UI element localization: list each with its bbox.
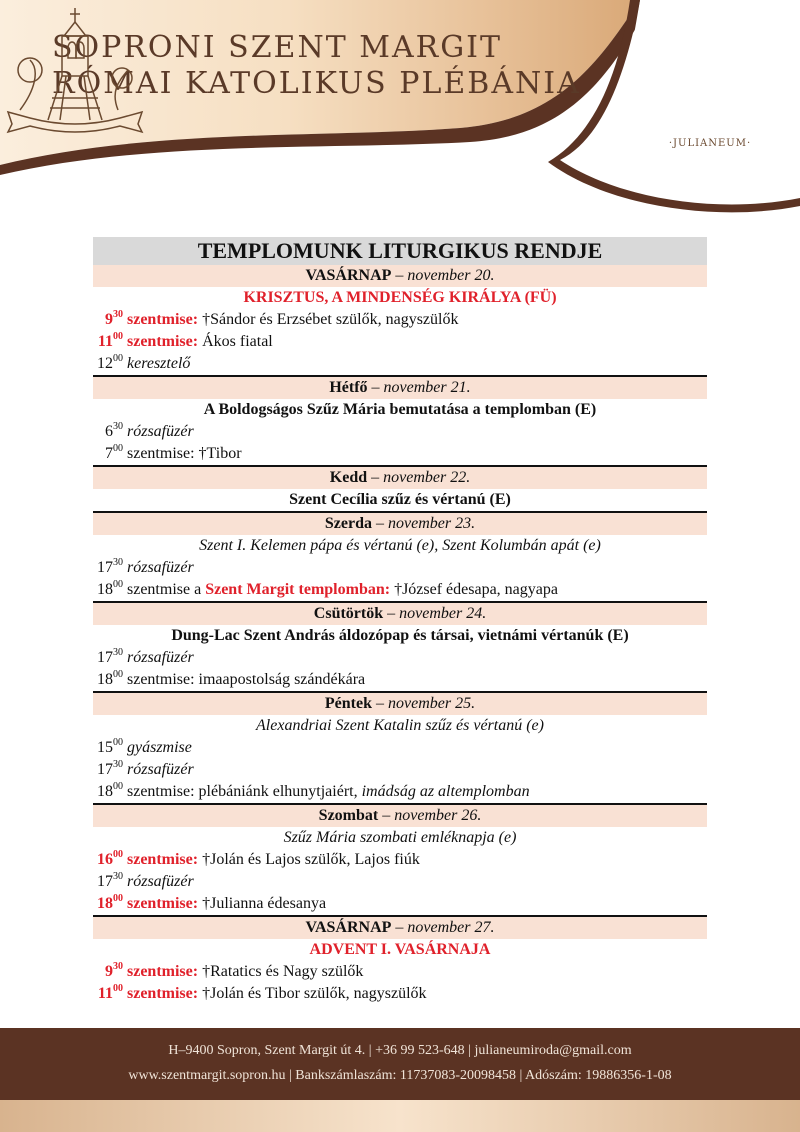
feast-title: A Boldogságos Szűz Mária bemutatása a templomban (E)	[203, 401, 597, 418]
row-text: rózsafüzér	[127, 649, 194, 666]
day-name: Csütörtök	[313, 605, 384, 622]
time: $17^{30}$	[97, 647, 123, 666]
day-name: VASÁRNAP	[305, 919, 392, 936]
schedule-row	[93, 331, 707, 353]
logo-caption: ·JULIANEUM·	[668, 138, 752, 149]
feast-title: ADVENT I. VASÁRNAJA	[309, 941, 491, 958]
day-date: – november 26.	[382, 807, 482, 824]
feast-title: Alexandriai Szent Katalin szűz és vértanú (e)	[256, 717, 544, 734]
schedule-row	[93, 579, 707, 601]
day-name: Szerda	[324, 515, 372, 532]
row-text: †Jolán és Tibor szülők, nagyszülők	[198, 985, 427, 1002]
time: $15^{00}$	[97, 737, 123, 756]
page-header	[0, 0, 800, 215]
schedule-row	[93, 353, 707, 375]
schedule-row	[93, 309, 707, 331]
row-text: szentmise: †Tibor	[127, 445, 242, 462]
row-text: szentmise: imaapostolság szándékára	[127, 671, 366, 688]
day-header	[93, 691, 707, 715]
mass-label: szentmise:	[127, 333, 199, 350]
row-text: †József édesapa, nagyapa	[390, 581, 558, 598]
schedule-row	[93, 893, 707, 915]
day-name: Szombat	[318, 807, 379, 824]
bell-tower-logo-icon	[0, 0, 150, 150]
row-text: rózsafüzér	[127, 559, 194, 576]
mass-label: szentmise:	[127, 963, 199, 980]
row-text: rózsafüzér	[127, 873, 194, 890]
day-header	[93, 511, 707, 535]
feast-title: Szent I. Kelemen pápa és vértanú (e), Szent Kolumbán apát (e)	[199, 537, 601, 554]
schedule-title: TEMPLOMUNK LITURGIKUS RENDJE	[93, 237, 707, 265]
time: $6^{30}$	[105, 421, 123, 440]
day-date: – november 27.	[395, 919, 495, 936]
day-date: – november 25.	[376, 695, 476, 712]
time: $17^{30}$	[97, 871, 123, 890]
row-text: rózsafüzér	[127, 423, 194, 440]
feast-title: Dung-Lac Szent András áldozópap és társai, vietnámi vértanúk (E)	[171, 627, 629, 644]
row-text: rózsafüzér	[127, 761, 194, 778]
row-text: †Sándor és Erzsébet szülők, nagyszülők	[198, 311, 459, 328]
day-header	[93, 601, 707, 625]
footer-gradient-band	[0, 1100, 800, 1132]
day-name: Péntek	[324, 695, 372, 712]
location-label: Szent Margit templomban:	[205, 581, 391, 598]
parish-name-line-2: RÓMAI KATOLIKUS PLÉBÁNIA	[52, 66, 581, 101]
schedule-row	[93, 849, 707, 871]
feast-title: Szűz Mária szombati emléknapja (e)	[283, 829, 517, 846]
day-date: – november 22.	[371, 469, 471, 486]
schedule-row	[93, 669, 707, 691]
row-note: imádság az altemplomban	[361, 783, 530, 800]
time: $17^{30}$	[97, 759, 123, 778]
time: $18^{00}$	[97, 781, 123, 800]
row-text: gyászmise	[127, 739, 192, 756]
day-header	[93, 915, 707, 939]
time: $11^{00}$	[97, 331, 123, 350]
footer-contact-line: H–9400 Sopron, Szent Margit út 4. | +36 99 523-648 | julianeumiroda@gmail.com	[168, 1043, 632, 1058]
schedule-row	[93, 557, 707, 579]
time: $9^{30}$	[105, 309, 123, 328]
row-text: †Ratatics és Nagy szülők	[198, 963, 364, 980]
time: $18^{00}$	[97, 669, 123, 688]
row-text: keresztelő	[127, 355, 191, 372]
mass-label: szentmise:	[127, 895, 199, 912]
day-header	[93, 265, 707, 287]
schedule-row	[93, 421, 707, 443]
row-text: Ákos fiatal	[198, 333, 273, 350]
time: $18^{00}$	[97, 579, 123, 598]
day-name: VASÁRNAP	[305, 267, 392, 284]
day-date: – november 24.	[387, 605, 487, 622]
schedule-row	[93, 983, 707, 1005]
schedule-row	[93, 781, 707, 803]
time: $9^{30}$	[105, 961, 123, 980]
row-text: †Jolán és Lajos szülők, Lajos fiúk	[198, 851, 420, 868]
row-text: szentmise: plébániánk elhunytjaiért,	[127, 783, 362, 800]
liturgy-schedule	[93, 237, 707, 1005]
mass-label: szentmise:	[127, 985, 199, 1002]
day-header	[93, 375, 707, 399]
schedule-row	[93, 443, 707, 465]
schedule-row	[93, 737, 707, 759]
day-date: – november 21.	[371, 379, 471, 396]
time: $18^{00}$	[97, 893, 123, 912]
time: $16^{00}$	[97, 849, 123, 868]
time: $11^{00}$	[97, 983, 123, 1002]
footer-bank-line: www.szentmargit.sopron.hu | Bankszámlaszám: 11737083-20098458 | Adószám: 19886356-1-08	[128, 1068, 672, 1083]
parish-name-line-1: SOPRONI SZENT MARGIT	[52, 30, 503, 65]
schedule-row	[93, 871, 707, 893]
day-header	[93, 803, 707, 827]
mass-label: szentmise:	[127, 311, 199, 328]
schedule-row	[93, 759, 707, 781]
day-date: – november 20.	[395, 267, 495, 284]
feast-title: Szent Cecília szűz és vértanú (E)	[289, 491, 511, 508]
feast-title: KRISZTUS, A MINDENSÉG KIRÁLYA (FÜ)	[243, 289, 557, 306]
row-prefix: szentmise a	[127, 581, 206, 598]
day-name: Hétfő	[329, 379, 368, 396]
mass-label: szentmise:	[127, 851, 199, 868]
time: $7^{00}$	[105, 443, 123, 462]
day-date: – november 23.	[376, 515, 476, 532]
schedule-row	[93, 647, 707, 669]
day-header	[93, 465, 707, 489]
row-text: †Julianna édesanya	[198, 895, 327, 912]
day-name: Kedd	[329, 469, 368, 486]
time: $12^{00}$	[97, 353, 123, 372]
time: $17^{30}$	[97, 557, 123, 576]
schedule-row	[93, 961, 707, 983]
